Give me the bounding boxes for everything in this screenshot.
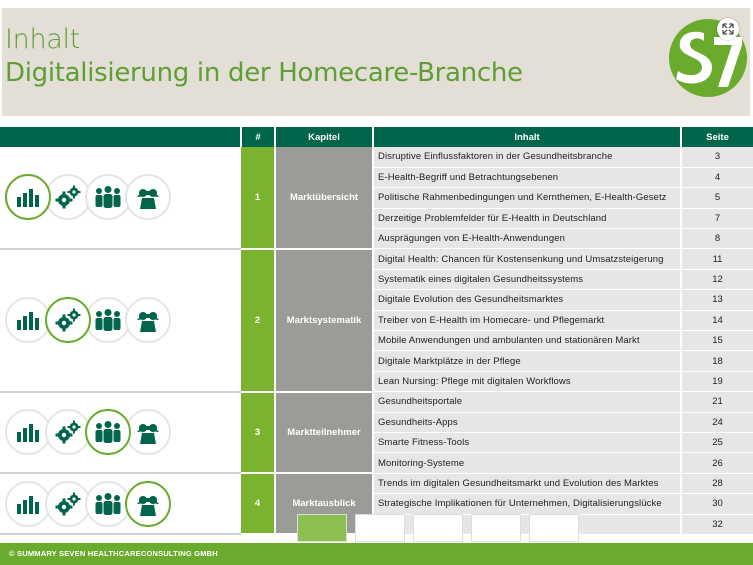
content-cell: Lean Nursing: Pflege mit digitalen Workflows [373, 371, 681, 391]
col-header-inhalt: Inhalt [373, 127, 681, 147]
content-cell: Digitale Evolution des Gesundheitsmarktes [373, 290, 681, 310]
page-number-cell: 11 [681, 249, 753, 269]
content-cell: Gesundheitsportale [373, 392, 681, 412]
chapter-name: Marktübersicht [275, 147, 373, 249]
page-number-cell: 30 [681, 494, 753, 514]
chapter-name: Marktsystematik [275, 249, 373, 392]
page-number-cell: 25 [681, 432, 753, 452]
thumbnail[interactable] [471, 514, 521, 542]
content-cell: Politische Rahmenbedingungen und Kernthemen, E-Health-Gesetz [373, 188, 681, 208]
bar-chart-icon [5, 174, 51, 220]
content-cell: Trends im digitalen Gesundheitsmarkt und Evolution des Marktes [373, 473, 681, 493]
chapter-icons [0, 249, 241, 392]
page-title: Inhalt [5, 24, 81, 55]
content-cell: E-Health-Begriff und Betrachtungsebenen [373, 167, 681, 187]
chapter-icons [0, 392, 241, 474]
chapter-icons [0, 473, 241, 534]
page-number-cell: 24 [681, 412, 753, 432]
thumbnail[interactable] [529, 514, 579, 542]
content-cell: Disruptive Einflussfaktoren in der Gesundheitsbranche [373, 147, 681, 167]
table-row [0, 147, 753, 167]
content-cell: Digitale Marktplätze in der Pflege [373, 351, 681, 371]
content-cell: Treiber von E-Health im Homecare- und Pflegemarkt [373, 310, 681, 330]
page-number-cell: 13 [681, 290, 753, 310]
chapter-name: Marktteilnehmer [275, 392, 373, 474]
thumbnail[interactable] [355, 514, 405, 542]
page-number-cell: 32 [681, 514, 753, 534]
thumbnail-strip[interactable] [297, 514, 579, 542]
icons-header [0, 127, 241, 147]
page-number-cell: 19 [681, 371, 753, 391]
content-cell: Strategische Implikationen für Unternehmen, Digitalisierungslücke [373, 494, 681, 514]
content-cell: Ausprägungen von E-Health-Anwendungen [373, 229, 681, 249]
thumbnail[interactable] [297, 514, 347, 542]
contents-table [0, 127, 753, 535]
binoculars-person-icon [125, 297, 171, 343]
content-cell: Gesundheits-Apps [373, 412, 681, 432]
binoculars-person-icon [125, 481, 171, 527]
page-subtitle: Digitalisierung in der Homecare-Branche [5, 58, 523, 88]
page-number-cell: 4 [681, 167, 753, 187]
page-number-cell: 21 [681, 392, 753, 412]
page-number-cell: 5 [681, 188, 753, 208]
content-cell: Smarte Fitness-Tools [373, 432, 681, 452]
table-row [0, 473, 753, 493]
content-cell: Monitoring-Systeme [373, 453, 681, 473]
copyright-text: © SUMMARY SEVEN HEALTHCARECONSULTING GMBH [9, 549, 218, 558]
chapter-icons [0, 147, 241, 249]
people-group-icon [85, 409, 131, 455]
binoculars-person-icon [125, 174, 171, 220]
col-header-kapitel: Kapitel [275, 127, 373, 147]
chapter-number: 4 [241, 473, 275, 534]
page-number-cell: 18 [681, 351, 753, 371]
content-cell: Systematik eines digitalen Gesundheitssystems [373, 269, 681, 289]
page-number-cell: 28 [681, 473, 753, 493]
content-cell: Digital Health: Chancen für Kostensenkung und Umsatzsteigerung [373, 249, 681, 269]
table-row [0, 249, 753, 269]
page-number-cell: 12 [681, 269, 753, 289]
thumbnail[interactable] [413, 514, 463, 542]
page-number-cell: 3 [681, 147, 753, 167]
chapter-number: 2 [241, 249, 275, 392]
page-number-cell: 14 [681, 310, 753, 330]
chapter-name: Marktausblick [275, 473, 373, 534]
chapter-number: 1 [241, 147, 275, 249]
expand-button[interactable] [717, 18, 739, 40]
col-header-seite: Seite [681, 127, 753, 147]
content-cell: Derzeitige Problemfelder für E-Health in Deutschland [373, 208, 681, 228]
footer [0, 543, 753, 565]
page-number-cell: 7 [681, 208, 753, 228]
table-row [0, 392, 753, 412]
page-number-cell: 15 [681, 331, 753, 351]
page-number-cell: 26 [681, 453, 753, 473]
content-cell: Mobile Anwendungen und ambulanten und stationären Markt [373, 331, 681, 351]
binoculars-person-icon [125, 409, 171, 455]
chapter-number: 3 [241, 392, 275, 474]
gears-icon [45, 297, 91, 343]
expand-icon [717, 18, 739, 40]
page-number-cell: 8 [681, 229, 753, 249]
col-header-num: # [241, 127, 275, 147]
